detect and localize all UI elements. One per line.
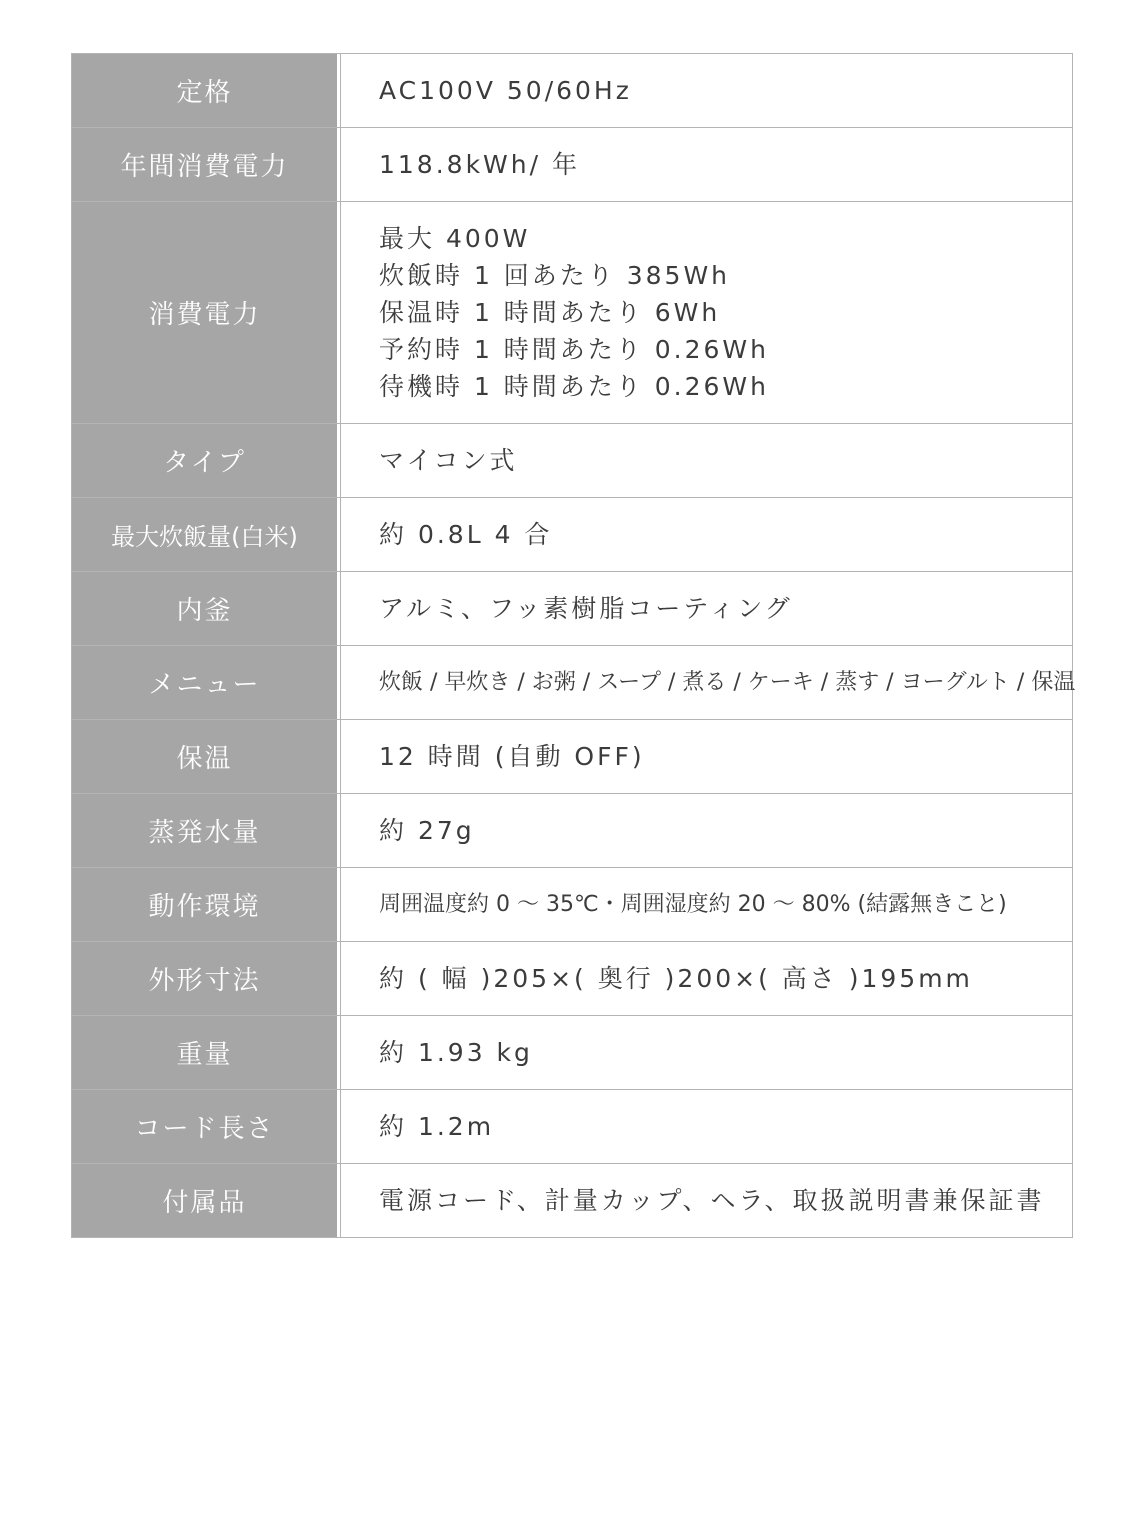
spec-value [340, 202, 1072, 423]
spec-label: 外形寸法 [72, 942, 340, 1015]
spec-label: コード長さ [72, 1090, 340, 1163]
spec-label: メニュー [72, 646, 340, 719]
spec-row-evaporation [72, 794, 1072, 868]
spec-value [340, 794, 1072, 867]
spec-value-line: マイコン式 [379, 446, 518, 475]
spec-value [340, 720, 1072, 793]
spec-value-line: 約 1.2m [379, 1112, 495, 1141]
spec-value-line: 約 0.8L 4 合 [379, 520, 553, 549]
spec-label: 付属品 [72, 1164, 340, 1237]
spec-value-line: 炊飯時 1 回あたり 385Wh [379, 261, 731, 290]
spec-label: 蒸発水量 [72, 794, 340, 867]
spec-value-line: AC100V 50/60Hz [379, 76, 632, 105]
spec-label: 年間消費電力 [72, 128, 340, 201]
spec-value [340, 498, 1072, 571]
spec-table [71, 53, 1076, 1238]
spec-row-capacity [72, 498, 1072, 572]
spec-row-keep-warm [72, 720, 1072, 794]
spec-label: 消費電力 [72, 202, 340, 423]
spec-value-line: 周囲温度約 0 ～ 35℃・周囲湿度約 20 ～ 80% (結露無きこと) [379, 892, 1007, 917]
spec-value [340, 646, 1075, 719]
spec-row-power-consumption [72, 202, 1072, 424]
spec-value-line: アルミ、フッ素樹脂コーティング [379, 594, 793, 623]
spec-label: 保温 [72, 720, 340, 793]
spec-label: 内釜 [72, 572, 340, 645]
spec-row-weight [72, 1016, 1072, 1090]
spec-value-line: 約 27g [379, 816, 475, 845]
spec-value-line: 約 ( 幅 )205×( 奥行 )200×( 高さ )195mm [379, 964, 973, 993]
spec-value-line: 最大 400W [379, 224, 531, 253]
spec-value [340, 1164, 1072, 1237]
spec-label: 定格 [72, 54, 340, 127]
spec-value-line: 炊飯 / 早炊き / お粥 / スープ / 煮る / ケーキ / 蒸す / ヨーグルト / 保温 [379, 670, 1076, 695]
spec-value [340, 572, 1072, 645]
spec-value-line: 待機時 1 時間あたり 0.26Wh [379, 372, 769, 401]
spec-row-cord-length [72, 1090, 1072, 1164]
spec-value [340, 54, 1072, 127]
spec-value [340, 128, 1072, 201]
spec-row-rating [72, 54, 1072, 128]
spec-value-line: 保温時 1 時間あたり 6Wh [379, 298, 721, 327]
spec-label: 動作環境 [72, 868, 340, 941]
spec-row-environment [72, 868, 1072, 942]
spec-row-inner-pot [72, 572, 1072, 646]
spec-value [340, 424, 1072, 497]
spec-value-line: 約 1.93 kg [379, 1038, 533, 1067]
spec-value [340, 1090, 1072, 1163]
spec-value-line: 12 時間 (自動 OFF) [379, 742, 645, 771]
spec-value-line: 118.8kWh/ 年 [379, 150, 580, 179]
spec-value-line: 電源コード、計量カップ、ヘラ、取扱説明書兼保証書 [379, 1186, 1045, 1215]
spec-label: 最大炊飯量(白米) [72, 498, 340, 571]
spec-row-type [72, 424, 1072, 498]
spec-label: 重量 [72, 1016, 340, 1089]
spec-row-menu [72, 646, 1076, 720]
spec-label: タイプ [72, 424, 340, 497]
spec-row-accessories [72, 1164, 1072, 1238]
spec-value [340, 1016, 1072, 1089]
spec-row-annual-power [72, 128, 1072, 202]
spec-value [340, 942, 1072, 1015]
spec-value-line: 予約時 1 時間あたり 0.26Wh [379, 335, 769, 364]
spec-row-dimensions [72, 942, 1072, 1016]
spec-value [340, 868, 1072, 941]
